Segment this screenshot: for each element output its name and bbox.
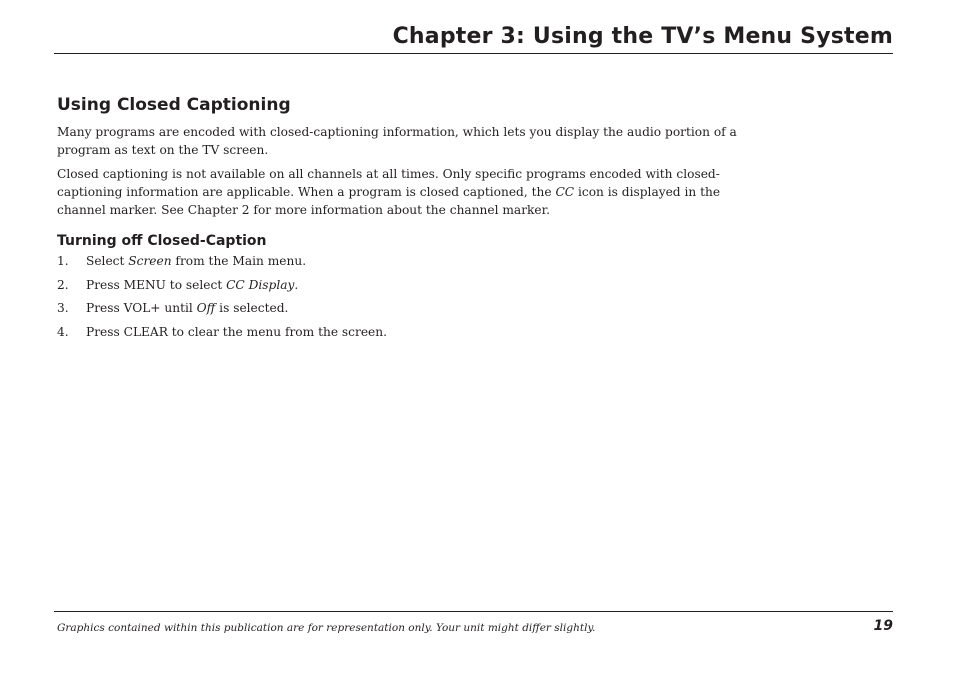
step-number: 3. — [57, 301, 69, 315]
chapter-title: Chapter 3: Using the TV’s Menu System — [392, 24, 893, 49]
step-item — [57, 252, 737, 270]
paragraph-text: icon is displayed in the channel marker. See Chapter 2 for more information about the channel marker. — [57, 185, 721, 217]
step-item — [57, 276, 737, 294]
step-item — [57, 323, 737, 341]
footer-disclaimer: Graphics contained within this publication are for representation only. Your unit might differ slightly. — [57, 622, 596, 634]
step-text: Press CLEAR to clear the menu from the screen. — [86, 324, 387, 339]
footer-rule — [54, 611, 893, 612]
paragraph-text: Closed captioning is not available on all channels at all times. Only specific programs encoded with closed-captioning information are applicable. When a program is closed captioned, the — [57, 167, 720, 199]
section-heading: Using Closed Captioning — [57, 95, 291, 115]
cc-term: CC — [555, 185, 575, 199]
step-text: Press VOL+ until Off is selected. — [86, 301, 289, 315]
step-item — [57, 299, 737, 317]
main-content — [57, 95, 737, 346]
step-text: Select Screen from the Main menu. — [86, 254, 307, 268]
steps-list — [57, 252, 737, 341]
step-number: 4. — [57, 324, 69, 339]
step-number: 1. — [57, 254, 69, 268]
subsection-heading: Turning off Closed-Caption — [57, 233, 267, 249]
step-text: Press MENU to select CC Display. — [86, 277, 299, 292]
step-number: 2. — [57, 277, 69, 292]
intro-paragraph: Many programs are encoded with closed-captioning information, which lets you display the audio portion of a program as text on the TV screen. — [57, 125, 737, 157]
availability-paragraph — [57, 165, 737, 219]
page-number: 19 — [873, 618, 893, 634]
header-rule — [54, 53, 893, 54]
